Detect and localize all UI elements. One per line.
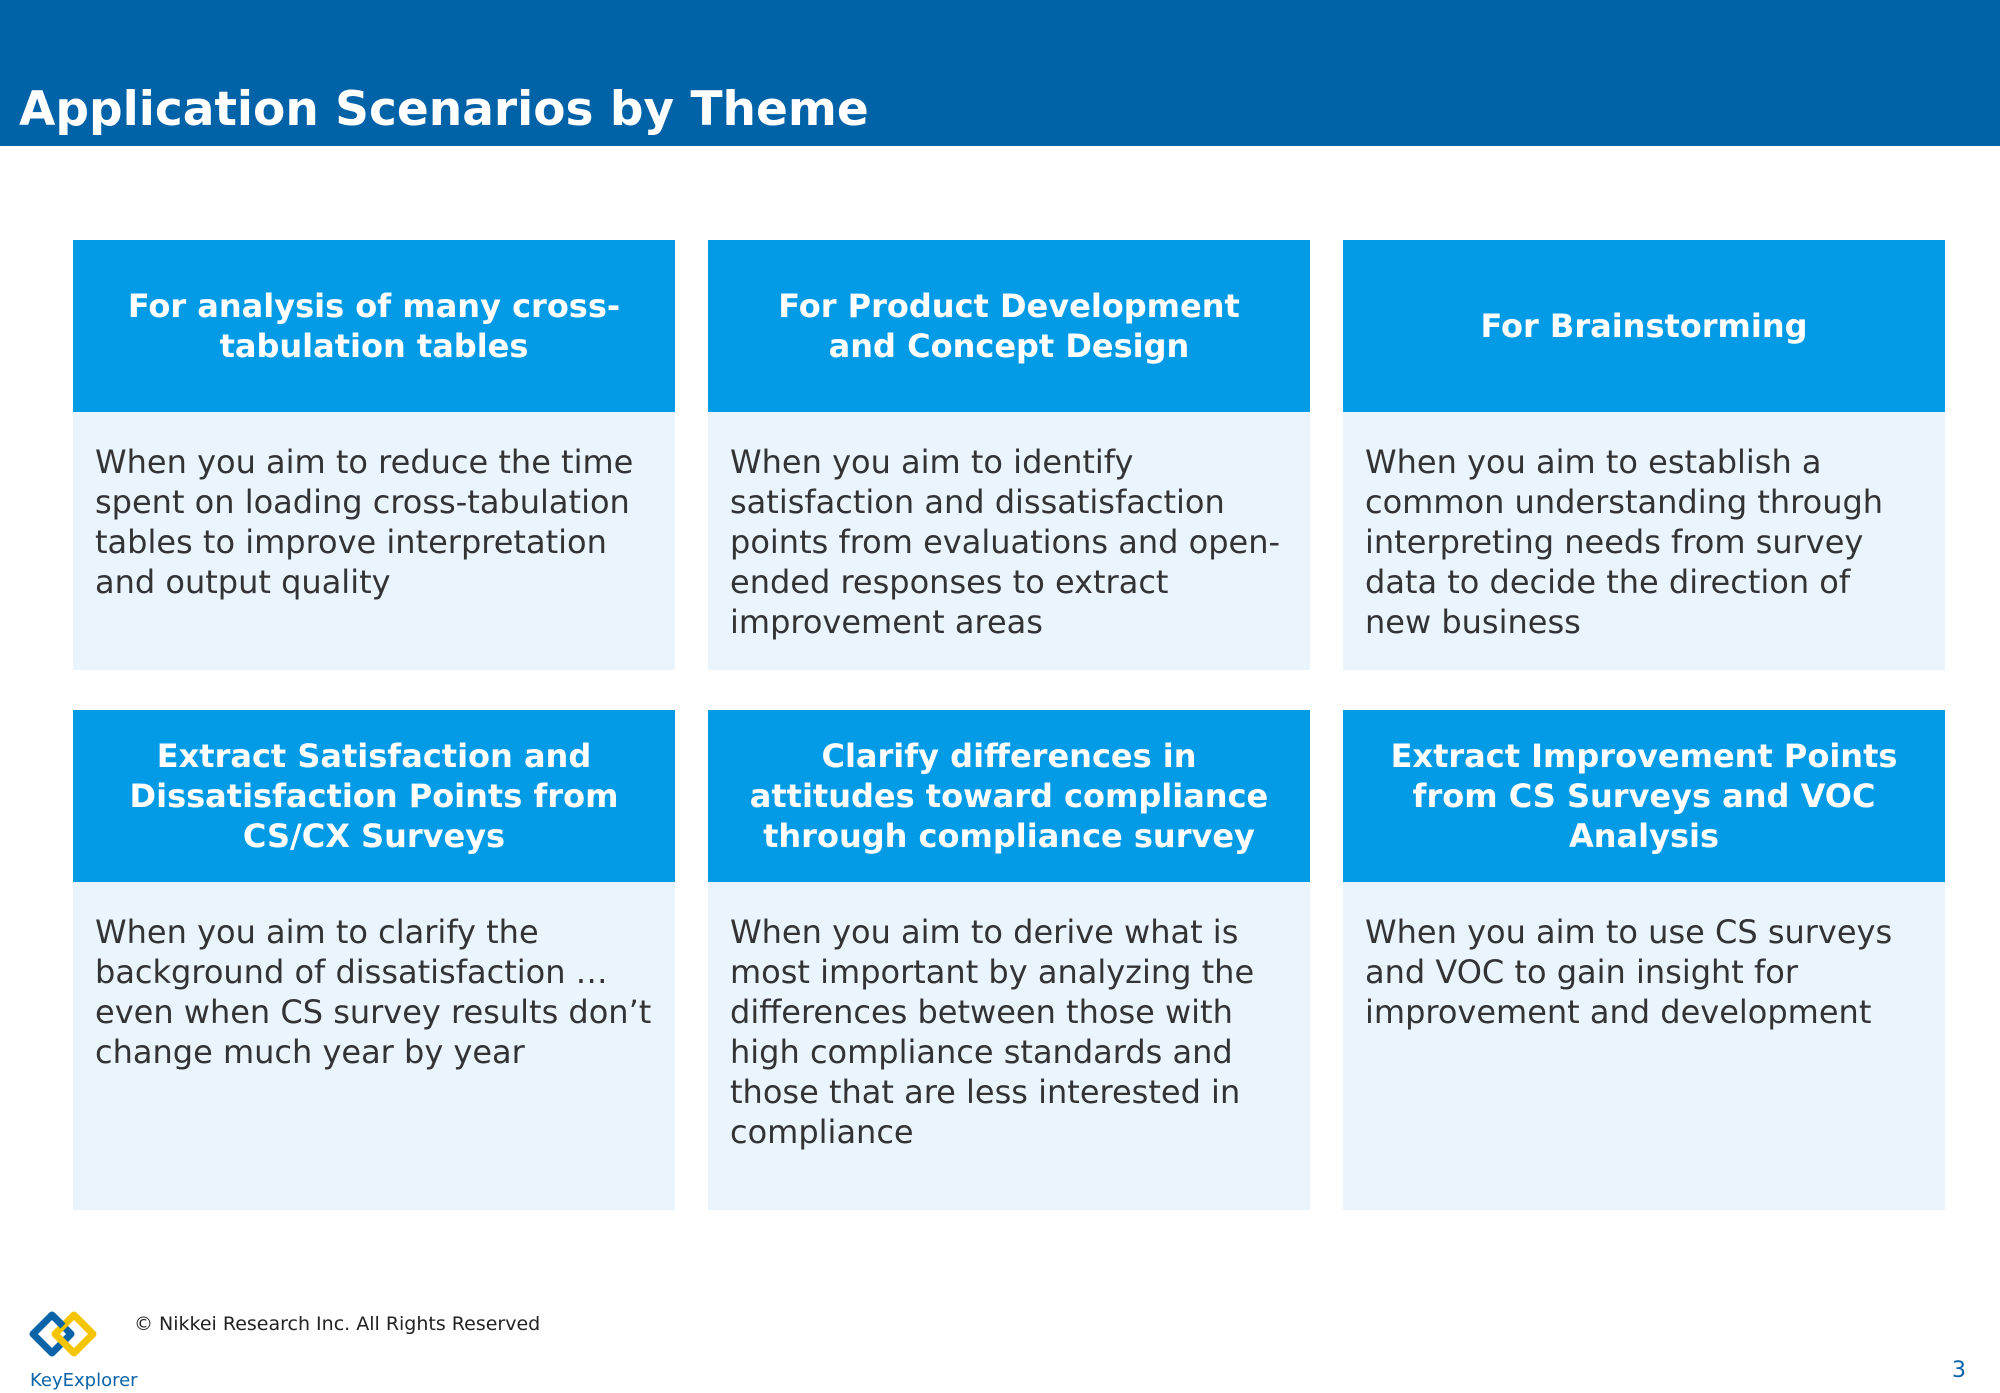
header-bar: [0, 0, 2000, 146]
theme-card-brainstorming: [1343, 240, 1945, 670]
card-title: For Product Development and Concept Design: [708, 240, 1310, 412]
card-description: When you aim to reduce the time spent on loading cross-tabulation tables to improve interpretation and output quality: [73, 412, 675, 670]
theme-card-product-development: [708, 240, 1310, 670]
keyexplorer-logo: [28, 1310, 138, 1392]
card-description: When you aim to identify satisfaction and dissatisfaction points from evaluations and open-ended responses to extract improvement areas: [708, 412, 1310, 670]
theme-card-compliance-survey: [708, 710, 1310, 1210]
theme-card-cross-tabulation: [73, 240, 675, 670]
logo-wordmark: KeyExplorer: [30, 1370, 138, 1391]
card-description: When you aim to clarify the background of dissatisfaction …even when CS survey results don’t change much year by year: [73, 882, 675, 1210]
card-title: Extract Satisfaction and Dissatisfaction Points from CS/CX Surveys: [73, 710, 675, 882]
card-title: For analysis of many cross-tabulation tables: [73, 240, 675, 412]
theme-card-voc-analysis: [1343, 710, 1945, 1210]
card-description: When you aim to derive what is most important by analyzing the differences between those with high compliance standards and those that are less interested in compliance: [708, 882, 1310, 1210]
card-title: Clarify differences in attitudes toward compliance through compliance survey: [708, 710, 1310, 882]
page-number: 3: [1952, 1358, 1966, 1383]
page-title: Application Scenarios by Theme: [19, 82, 869, 137]
card-title: Extract Improvement Points from CS Surveys and VOC Analysis: [1343, 710, 1945, 882]
theme-card-cs-cx-surveys: [73, 710, 675, 1210]
card-description: When you aim to use CS surveys and VOC to gain insight for improvement and development: [1343, 882, 1945, 1210]
card-description: When you aim to establish a common understanding through interpreting needs from survey data to decide the direction of new business: [1343, 412, 1945, 670]
diamond-logo-icon: [28, 1310, 108, 1372]
card-title: For Brainstorming: [1343, 240, 1945, 412]
copyright-notice: © Nikkei Research Inc. All Rights Reserved: [134, 1313, 541, 1335]
